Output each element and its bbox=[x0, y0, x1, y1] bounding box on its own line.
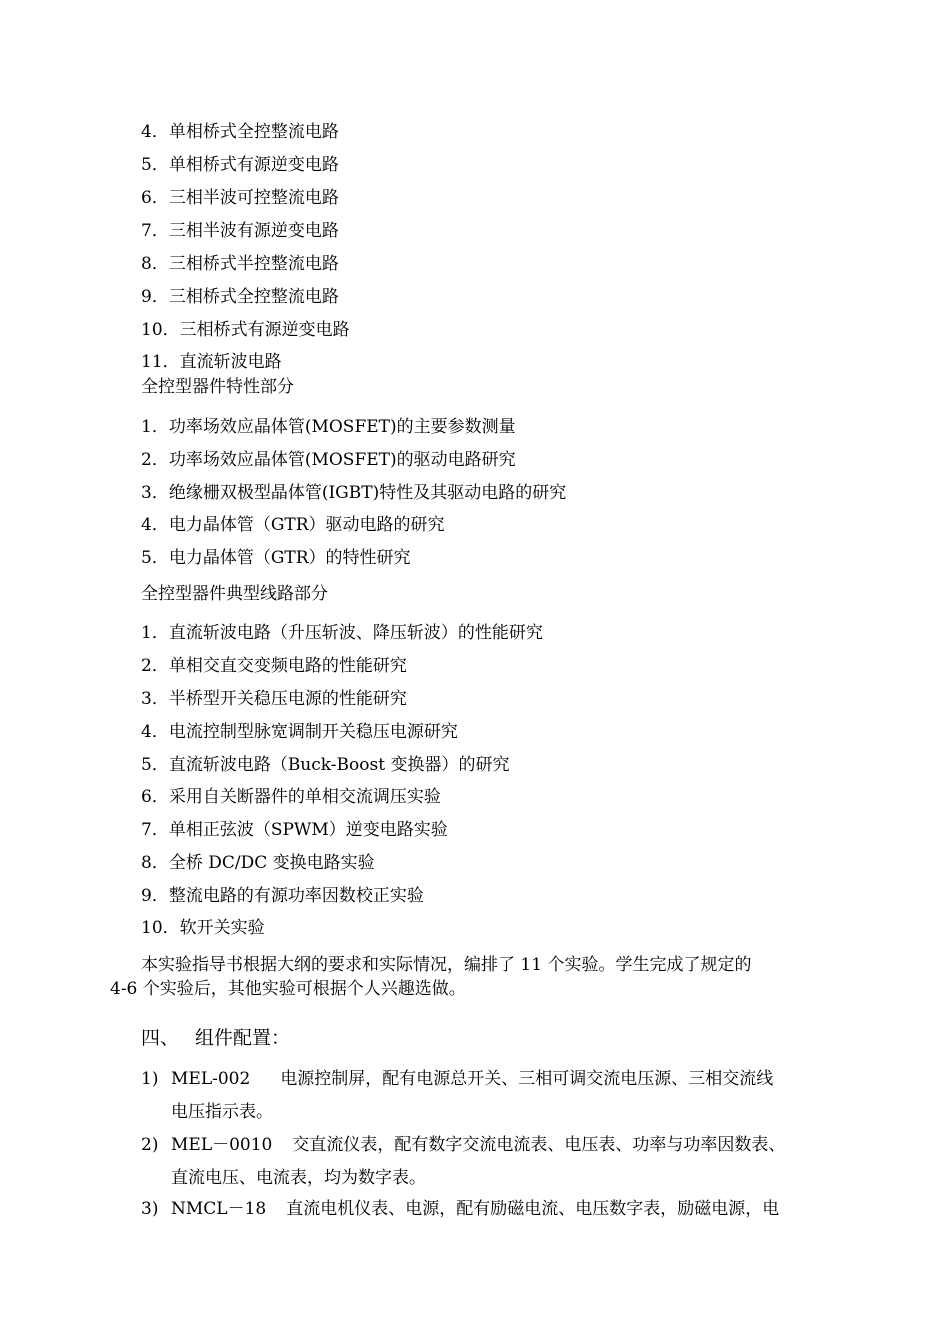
config-item bbox=[141, 1068, 841, 1123]
list-item: 1．功率场效应晶体管(MOSFET)的主要参数测量 bbox=[141, 417, 516, 437]
module-description: 交直流仪表，配有数字交流电流表、电压表、功率与功率因数表、 bbox=[292, 1135, 786, 1155]
summary-line-2: 4-6 个实验后，其他实验可根据个人兴趣选做。 bbox=[110, 979, 466, 999]
module-description: 直流电机仪表、电源，配有励磁电流、电压数字表，励磁电源，电 bbox=[286, 1199, 780, 1219]
section-four-heading bbox=[141, 1026, 290, 1050]
list-item: 6．采用自关断器件的单相交流调压实验 bbox=[141, 787, 441, 807]
list-item: 5．直流斩波电路（Buck-Boost 变换器）的研究 bbox=[141, 755, 510, 775]
list-item: 1．直流斩波电路（升压斩波、降压斩波）的性能研究 bbox=[141, 623, 543, 643]
section-number: 四、 bbox=[141, 1027, 180, 1049]
list-item: 2．功率场效应晶体管(MOSFET)的驱动电路研究 bbox=[141, 450, 516, 470]
module-code: MEL－0010 bbox=[171, 1135, 273, 1155]
section-heading-device-characteristics: 全控型器件特性部分 bbox=[141, 377, 294, 397]
summary-line-1: 本实验指导书根据大纲的要求和实际情况，编排了 11 个实验。学生完成了规定的 bbox=[141, 955, 752, 975]
list-item: 4．电力晶体管（GTR）驱动电路的研究 bbox=[141, 515, 445, 535]
list-item: 8．三相桥式半控整流电路 bbox=[141, 254, 339, 274]
config-item bbox=[141, 1198, 841, 1220]
module-description: 电源控制屏，配有电源总开关、三相可调交流电压源、三相交流线 bbox=[280, 1069, 774, 1089]
config-item bbox=[141, 1134, 841, 1189]
list-item: 2．单相交直交变频电路的性能研究 bbox=[141, 656, 407, 676]
list-item: 3．绝缘栅双极型晶体管(IGBT)特性及其驱动电路的研究 bbox=[141, 483, 567, 503]
module-description-continued: 电压指示表。 bbox=[171, 1102, 273, 1122]
list-item: 8．全桥 DC/DC 变换电路实验 bbox=[141, 853, 375, 873]
module-description-continued: 直流电压、电流表，均为数字表。 bbox=[171, 1168, 426, 1188]
list-item: 7．三相半波有源逆变电路 bbox=[141, 221, 339, 241]
item-marker: 3) bbox=[141, 1199, 159, 1219]
list-item: 10．软开关实验 bbox=[141, 918, 265, 938]
item-marker: 1) bbox=[141, 1069, 159, 1089]
list-item: 5．电力晶体管（GTR）的特性研究 bbox=[141, 548, 411, 568]
module-code: MEL-002 bbox=[171, 1069, 251, 1089]
list-item: 9．整流电路的有源功率因数校正实验 bbox=[141, 886, 424, 906]
list-item: 4．单相桥式全控整流电路 bbox=[141, 122, 339, 142]
section-title: 组件配置： bbox=[195, 1027, 291, 1049]
list-item: 9．三相桥式全控整流电路 bbox=[141, 287, 339, 307]
item-marker: 2) bbox=[141, 1135, 159, 1155]
list-item: 4．电流控制型脉宽调制开关稳压电源研究 bbox=[141, 722, 458, 742]
module-code: NMCL－18 bbox=[171, 1199, 267, 1219]
summary-paragraph bbox=[110, 953, 845, 1001]
section-heading-typical-circuits: 全控型器件典型线路部分 bbox=[141, 584, 328, 604]
list-item: 6．三相半波可控整流电路 bbox=[141, 188, 339, 208]
list-item: 10．三相桥式有源逆变电路 bbox=[141, 320, 350, 340]
list-item: 11．直流斩波电路 bbox=[141, 352, 282, 372]
list-item: 5．单相桥式有源逆变电路 bbox=[141, 155, 339, 175]
list-item: 3．半桥型开关稳压电源的性能研究 bbox=[141, 689, 407, 709]
list-item: 7．单相正弦波（SPWM）逆变电路实验 bbox=[141, 820, 448, 840]
